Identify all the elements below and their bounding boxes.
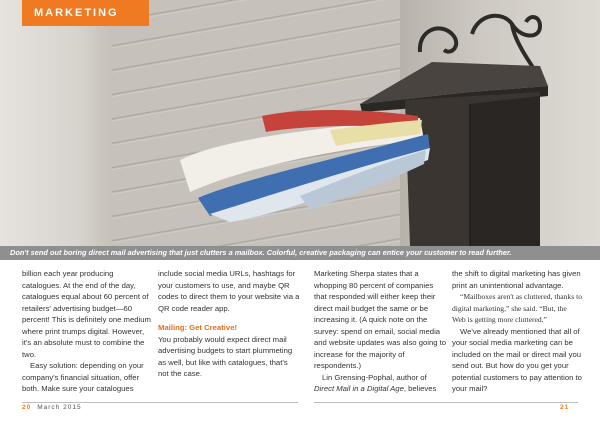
body-paragraph: Easy solution: depending on your company's financial situation, offer both. Make sure your catalogues bbox=[22, 361, 144, 393]
body-paragraph: You probably would expect direct mail advertising budgets to start plummeting as well, but like with catalogues, that's not the case. bbox=[158, 334, 293, 378]
folio-left bbox=[22, 404, 82, 411]
author-intro: Lin Grensing-Pophal, author of bbox=[322, 372, 427, 382]
body-paragraph: billion each year producing catalogues. At the end of the day, catalogues equal about 60 percent of retailers' advertising budget—60 percent! This is definitely one medium where print trumps digital. However, it's an absolute must to combine the two. bbox=[22, 269, 151, 359]
book-title: Direct Mail in a Digital Age bbox=[314, 384, 404, 393]
column-1 bbox=[22, 268, 152, 395]
subheading: Mailing: Get Creative! bbox=[158, 323, 238, 332]
footer-rule-left bbox=[22, 402, 298, 403]
body-paragraph: the shift to digital marketing has given print an unintentional advantage. bbox=[452, 269, 581, 290]
section-label: MARKETING bbox=[22, 0, 149, 26]
column-4 bbox=[452, 268, 582, 395]
column-3 bbox=[314, 268, 448, 395]
body-paragraph: We've already mentioned that all of your social media marketing can be included on the mail or direct mail you send out. But how do you get your potential customers to pay attention to your mail? bbox=[452, 326, 582, 393]
issue-date: March 2015 bbox=[37, 404, 82, 411]
page-number-left: 20 bbox=[22, 404, 32, 411]
photo-caption: Don't send out boring direct mail advertising that just clutters a mailbox. Colorful, creative packaging can entice your customer to read further. bbox=[10, 248, 512, 257]
body-paragraph: include social media URLs, hashtags for your customers to use, and maybe QR codes to direct them to your website via a QR code reader app. bbox=[158, 269, 300, 313]
bracket-scroll bbox=[420, 28, 456, 52]
footer-rule-right bbox=[314, 402, 578, 403]
author-continuation: , believes bbox=[403, 384, 437, 393]
column-2 bbox=[158, 268, 300, 380]
body-paragraph: Marketing Sherpa states that a whopping 80 percent of companies that responded will either keep their direct mail budget the same or be increasing it. (A quick note on the survey: spend on email, social media and website updates was also going to increase for the majority of respondents.) bbox=[314, 269, 447, 370]
pull-quote: “Mailboxes aren't as cluttered, thanks to digital marketing,” she said. “But, the Web is getting more cluttered.” bbox=[452, 292, 582, 324]
body-paragraph bbox=[314, 372, 448, 395]
photo-caption-bar bbox=[0, 246, 600, 260]
bracket-scroll bbox=[472, 16, 540, 36]
mailbox-side bbox=[470, 96, 540, 246]
page-number-right: 21 bbox=[560, 404, 570, 411]
